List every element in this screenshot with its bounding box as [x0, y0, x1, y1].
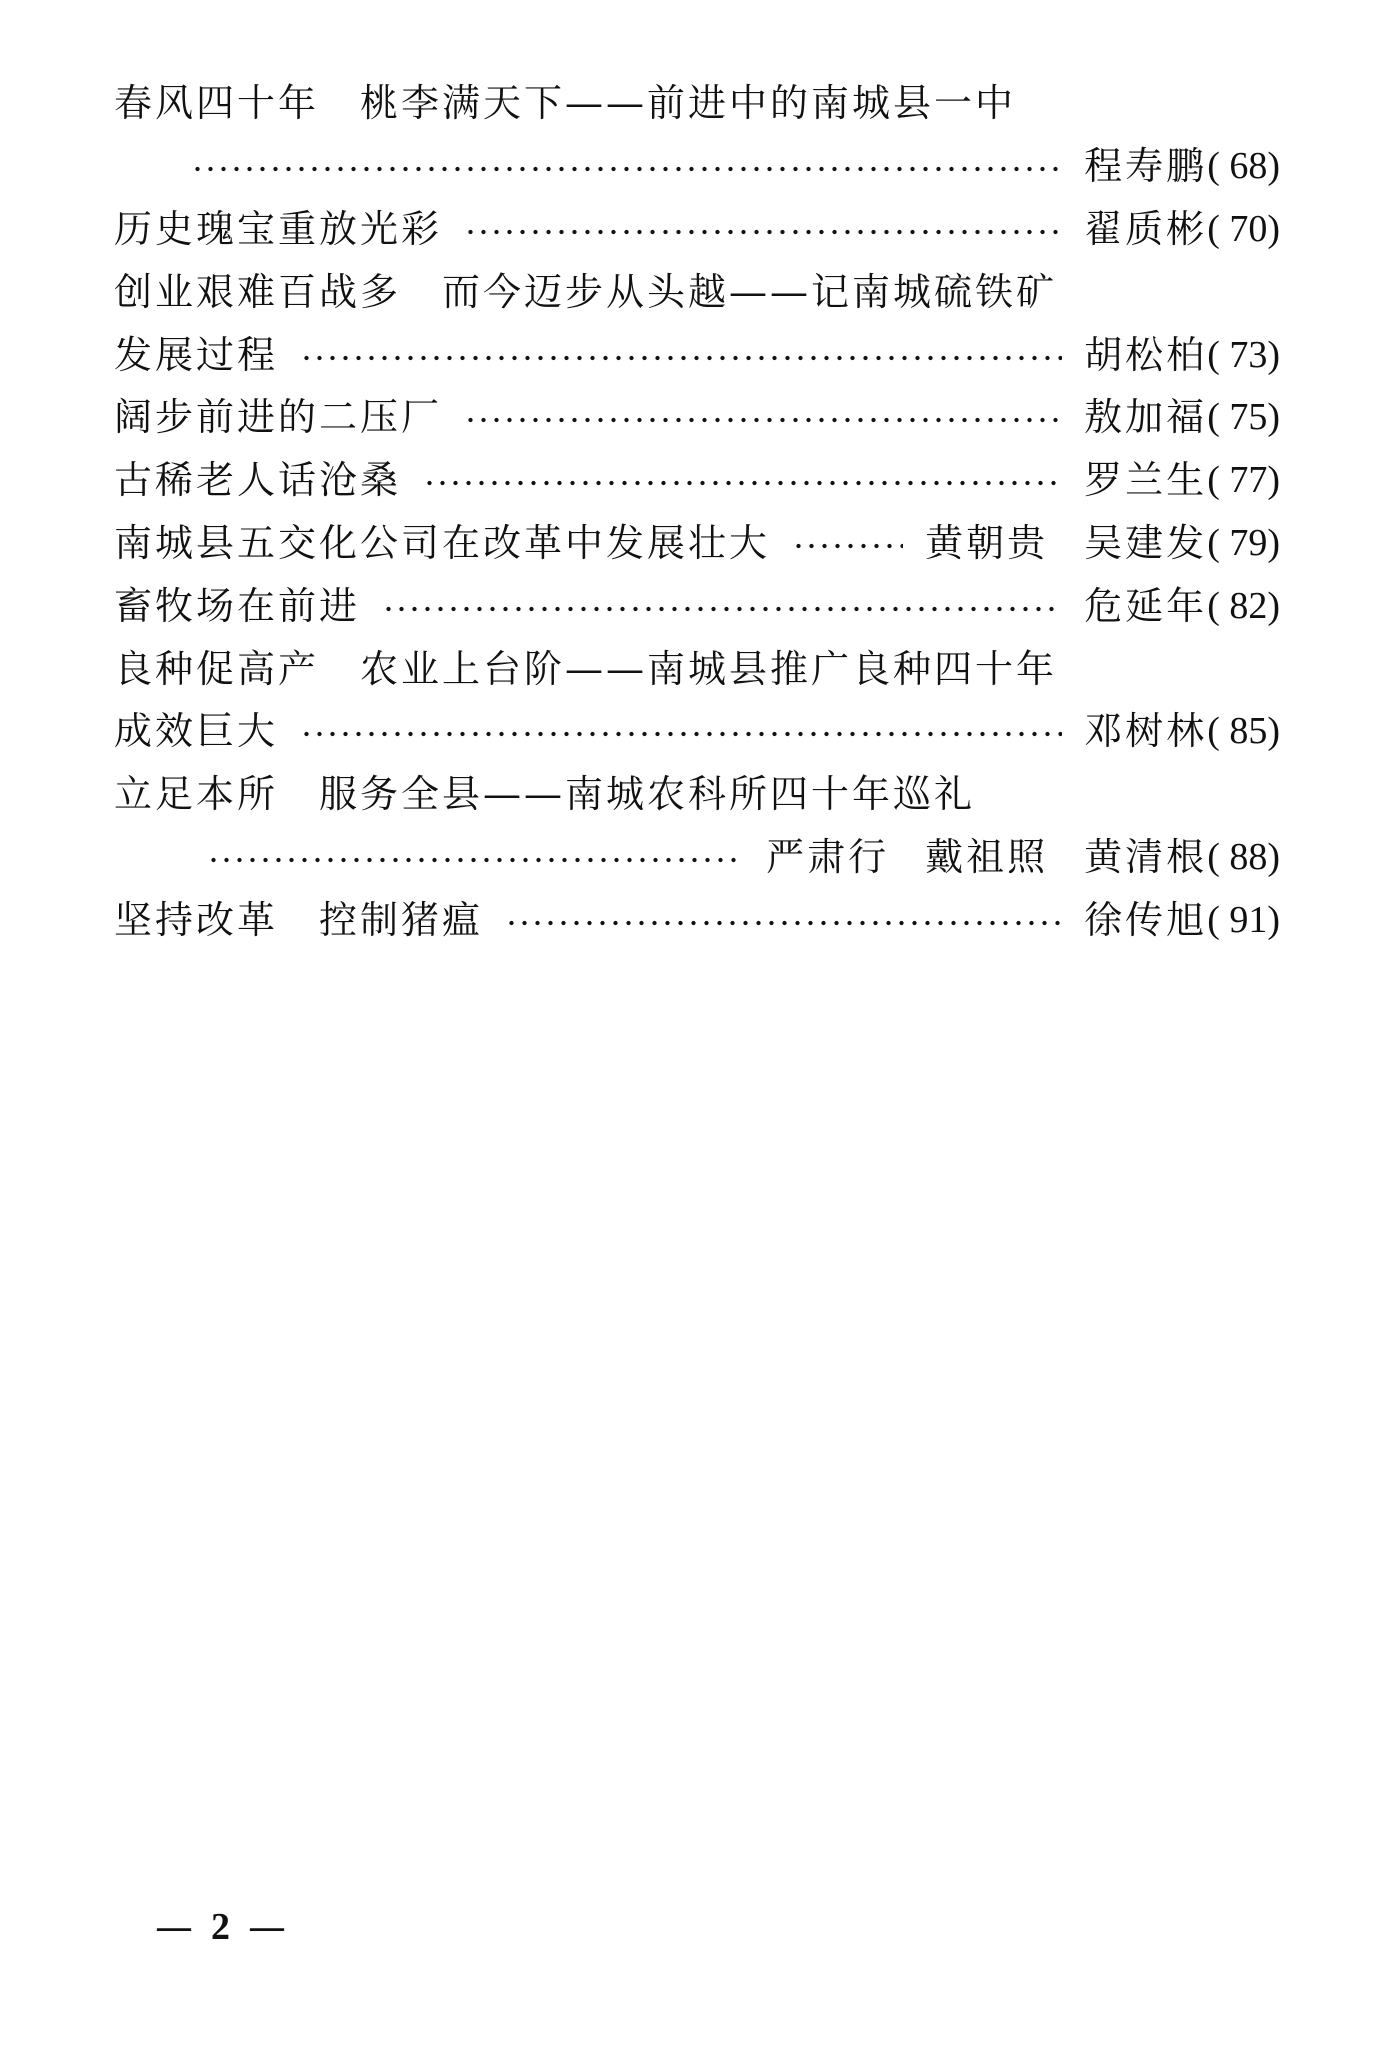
toc-line: [114, 700, 1280, 763]
toc-line: [114, 763, 1280, 826]
entry-author: 邓树林: [1084, 709, 1208, 754]
toc-line: [114, 574, 1280, 637]
entry-page-number: ( 88): [1207, 835, 1280, 878]
dot-leader: [423, 479, 1062, 487]
entry-page-number: ( 77): [1207, 459, 1280, 502]
entry-title: 南城县五交化公司在改革中发展壮大: [114, 520, 771, 565]
entry-author: 黄朝贵: [925, 520, 1049, 565]
entry-title: 历史瑰宝重放光彩: [114, 206, 443, 251]
toc-line: [114, 72, 1280, 135]
entry-author: 戴祖照: [925, 834, 1049, 879]
entry-title: 创业艰难百战多 而今迈步从头越——记南城硫铁矿: [114, 269, 1058, 314]
table-of-contents: [114, 72, 1280, 951]
entry-author: 翟质彬: [1084, 206, 1208, 251]
entry-title: 古稀老人话沧桑: [114, 458, 402, 503]
toc-line: [114, 198, 1280, 261]
entry-page-number: ( 85): [1207, 710, 1280, 753]
entry-page-number: ( 73): [1207, 333, 1280, 376]
dot-leader: [505, 919, 1062, 927]
toc-line: [114, 826, 1280, 889]
entry-title: 成效巨大: [114, 709, 279, 754]
dot-leader: [464, 416, 1062, 424]
entry-title: 春风四十年 桃李满天下——前进中的南城县一中: [114, 81, 1017, 126]
dot-leader: [382, 605, 1062, 613]
entry-title: 阔步前进的二压厂: [114, 395, 443, 440]
entry-author: 程寿鹏: [1084, 144, 1208, 189]
footer-dash-left: —: [155, 1905, 193, 1949]
dot-leader: [300, 354, 1062, 362]
entry-author: 吴建发: [1084, 520, 1208, 565]
entry-page-number: ( 68): [1207, 145, 1280, 188]
toc-line: [114, 386, 1280, 449]
entry-title: 坚持改革 控制猪瘟: [114, 897, 484, 942]
entry-author: 胡松柏: [1084, 332, 1208, 377]
footer-dash-right: —: [248, 1905, 286, 1949]
entry-title: 良种促高产 农业上台阶——南城县推广良种四十年: [114, 646, 1058, 691]
toc-line: [114, 135, 1280, 198]
footer-page-number: 2: [211, 1906, 230, 1948]
toc-line: [114, 260, 1280, 323]
toc-line: [114, 888, 1280, 951]
entry-title: 立足本所 服务全县——南城农科所四十年巡礼: [114, 772, 976, 817]
entry-author: 黄清根: [1084, 834, 1208, 879]
entry-author: 罗兰生: [1084, 458, 1208, 503]
toc-line: [114, 449, 1280, 512]
dot-leader: [300, 730, 1062, 738]
toc-line: [114, 637, 1280, 700]
entry-title: 发展过程: [114, 332, 279, 377]
toc-line: [114, 512, 1280, 575]
entry-author: 危延年: [1084, 583, 1208, 628]
entry-author: 徐传旭: [1084, 897, 1208, 942]
entry-page-number: ( 70): [1207, 207, 1280, 250]
dot-leader: [207, 856, 744, 864]
dot-leader: [191, 165, 1062, 173]
page-footer: [155, 1905, 286, 1949]
entry-page-number: ( 79): [1207, 521, 1280, 564]
dot-leader: [792, 542, 903, 550]
dot-leader: [464, 228, 1062, 236]
entry-page-number: ( 91): [1207, 898, 1280, 941]
entry-page-number: ( 75): [1207, 396, 1280, 439]
entry-title: 畜牧场在前进: [114, 583, 361, 628]
entry-page-number: ( 82): [1207, 584, 1280, 627]
toc-line: [114, 323, 1280, 386]
entry-author: 敖加福: [1084, 395, 1208, 440]
entry-author: 严肃行: [766, 834, 890, 879]
